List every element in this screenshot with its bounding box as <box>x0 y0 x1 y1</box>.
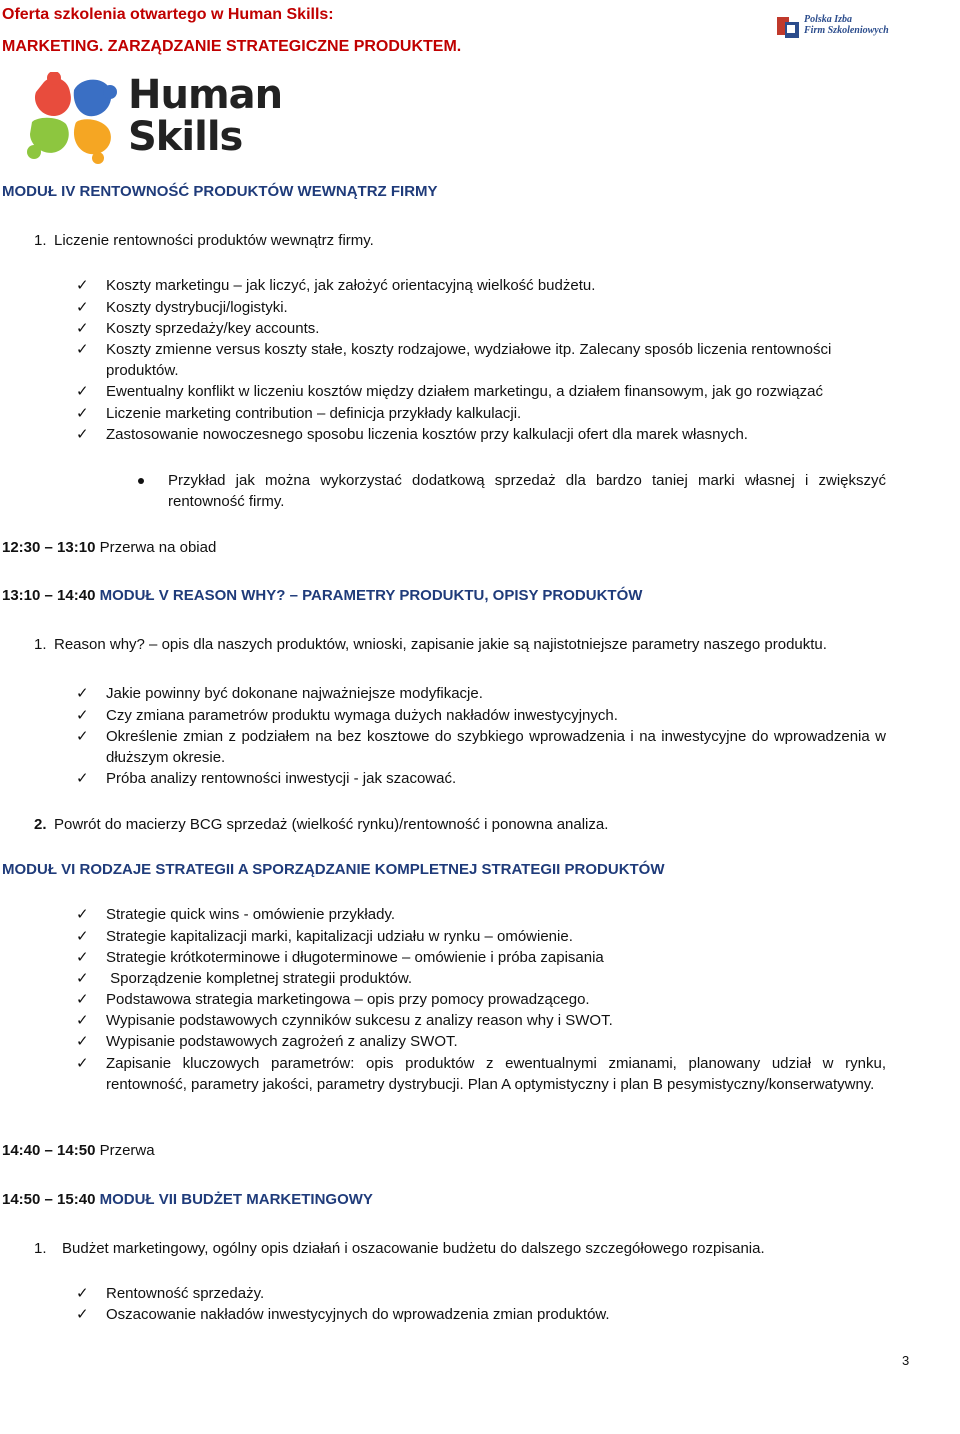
module-vii-check-1: Rentowność sprzedaży. <box>106 1285 265 1302</box>
module-vii-check-2: Oszacowanie nakładów inwestycyjnych do wprowadzenia zmian produktów. <box>106 1306 610 1323</box>
lunch-break-label: Przerwa na obiad <box>99 539 217 556</box>
module-v-item1-text: Reason why? – opis dla naszych produktów, wnioski, zapisanie jakie są najistotniejsze parametry naszego produktu. <box>54 636 827 653</box>
check-icon: ✓ <box>76 341 89 358</box>
check-icon: ✓ <box>76 320 89 337</box>
module-vi-check-7: Wypisanie podstawowych zagrożeń z analizy SWOT. <box>106 1033 458 1050</box>
offer-title: Oferta szkolenia otwartego w Human Skills: <box>2 6 334 23</box>
module-iv-check-2: Koszty dystrybucji/logistyki. <box>106 299 288 316</box>
check-icon: ✓ <box>76 1033 89 1050</box>
module-vi-check-5: Podstawowa strategia marketingowa – opis przy pomocy prowadzącego. <box>106 991 590 1008</box>
module-iv-item-text: Liczenie rentowności produktów wewnątrz firmy. <box>54 232 374 249</box>
check-icon: ✓ <box>76 770 89 787</box>
check-icon: ✓ <box>76 1306 89 1323</box>
module-iv-check-7: Zastosowanie nowoczesnego sposobu liczenia kosztów przy kalkulacji ofert dla marek własnych. <box>106 426 748 443</box>
check-icon: ✓ <box>76 685 89 702</box>
module-v-heading <box>2 585 642 606</box>
module-v-check-1: Jakie powinny być dokonane najważniejsze modyfikacje. <box>106 685 483 702</box>
module-iv-item-number: 1. <box>34 232 47 249</box>
short-break-time: 14:40 – 14:50 <box>2 1142 96 1159</box>
check-icon: ✓ <box>76 906 89 923</box>
module-vi-check-6: Wypisanie podstawowych czynników sukcesu z analizy reason why i SWOT. <box>106 1012 613 1029</box>
module-vii-heading <box>2 1189 373 1210</box>
module-v-time: 13:10 – 14:40 <box>2 587 96 604</box>
check-icon: ✓ <box>76 707 89 724</box>
check-icon: ✓ <box>76 383 89 400</box>
module-v-check-4: Próba analizy rentowności inwestycji - jak szacować. <box>106 770 457 787</box>
module-iv-check-3: Koszty sprzedaży/key accounts. <box>106 320 320 337</box>
check-icon: ✓ <box>76 405 89 422</box>
module-vi-check-1: Strategie quick wins - omówienie przykłady. <box>106 906 396 923</box>
module-iv-check-6: Liczenie marketing contribution – definicja przykłady kalkulacji. <box>106 405 522 422</box>
bullet-dot-icon <box>138 478 144 484</box>
pifs-name-line1: Polska Izba <box>804 14 853 25</box>
module-vi-check-2: Strategie kapitalizacji marki, kapitalizacji udziału w rynku – omówienie. <box>106 928 573 945</box>
check-icon: ✓ <box>76 277 89 294</box>
module-vii-item-text: Budżet marketingowy, ogólny opis działań i oszacowanie budżetu do dalszego szczegółowego rozpisania. <box>62 1240 765 1257</box>
check-icon: ✓ <box>76 1055 89 1072</box>
module-v-item2-number: 2. <box>34 816 47 833</box>
logo-word-skills: Skills <box>128 114 243 160</box>
pifs-emblem-icon <box>776 14 802 40</box>
module-vi-check-4: Sporządzenie kompletnej strategii produktów. <box>106 970 413 987</box>
module-v-subtitle: – PARAMETRY PRODUKTU, OPISY PRODUKTÓW <box>289 587 643 604</box>
module-vi-check-8: Zapisanie kluczowych parametrów: opis produktów z ewentualnymi zmianami, planowany udział w rynku, rentowność, parametry jakości, parametry dystrybucji. Plan A optymistyczny i plan B pesymistyczny/konserwatywny. <box>106 1055 886 1093</box>
human-skills-logo <box>24 72 283 164</box>
check-icon: ✓ <box>76 299 89 316</box>
check-icon: ✓ <box>76 728 89 745</box>
module-iv-bullet: Przykład jak można wykorzystać dodatkową sprzedaż dla bardzo taniej marki własnej i zwiększyć rentowność firmy. <box>168 472 886 510</box>
module-iv-heading: MODUŁ IV RENTOWNOŚĆ PRODUKTÓW WEWNĄTRZ FIRMY <box>2 183 438 200</box>
short-break-label: Przerwa <box>99 1142 155 1159</box>
lunch-break-time: 12:30 – 13:10 <box>2 539 96 556</box>
module-v-check-2: Czy zmiana parametrów produktu wymaga dużych nakładów inwestycyjnych. <box>106 707 618 724</box>
check-icon: ✓ <box>76 949 89 966</box>
module-vii-title: MODUŁ VII BUDŻET MARKETINGOWY <box>99 1191 373 1208</box>
module-v-check-3: Określenie zmian z podziałem na bez kosztowe do szybkiego wprowadzenia i na inwestycyjne do wprowadzenia w dłuższym okresie. <box>106 728 886 766</box>
check-icon: ✓ <box>76 970 89 987</box>
module-v-item2-text: Powrót do macierzy BCG sprzedaż (wielkość rynku)/rentowność i ponowna analiza. <box>54 816 609 833</box>
check-icon: ✓ <box>76 1012 89 1029</box>
puzzle-figure-icon <box>24 72 120 164</box>
module-vii-time: 14:50 – 15:40 <box>2 1191 96 1208</box>
check-icon: ✓ <box>76 426 89 443</box>
page-number: 3 <box>902 1353 910 1368</box>
check-icon: ✓ <box>76 991 89 1008</box>
module-vi-check-3: Strategie krótkoterminowe i długoterminowe – omówienie i próba zapisania <box>106 949 604 966</box>
module-v-title: MODUŁ V REASON WHY? <box>99 587 286 604</box>
module-iv-check-4: Koszty zmienne versus koszty stałe, koszty rodzajowe, wydziałowe itp. Zalecany sposób liczenia rentowności produktów. <box>106 341 832 379</box>
module-vii-item-number: 1. <box>34 1240 47 1257</box>
logo-word-human: Human <box>128 72 283 118</box>
course-title: MARKETING. ZARZĄDZANIE STRATEGICZNE PRODUKTEM. <box>2 38 462 55</box>
module-iv-check-1: Koszty marketingu – jak liczyć, jak założyć orientacyjną wielkość budżetu. <box>106 277 596 294</box>
lunch-break <box>2 537 216 558</box>
pifs-name-line2: Firm Szkoleniowych <box>804 25 889 36</box>
module-iv-check-5: Ewentualny konflikt w liczeniu kosztów między działem marketingu, a działem finansowym, jak go rozwiązać <box>106 383 823 400</box>
check-icon: ✓ <box>76 1285 89 1302</box>
module-vi-heading: MODUŁ VI RODZAJE STRATEGII A SPORZĄDZANIE KOMPLETNEJ STRATEGII PRODUKTÓW <box>2 861 665 878</box>
short-break <box>2 1140 155 1161</box>
check-icon: ✓ <box>76 928 89 945</box>
module-v-item1-number: 1. <box>34 636 47 653</box>
pifs-logo <box>776 12 896 42</box>
